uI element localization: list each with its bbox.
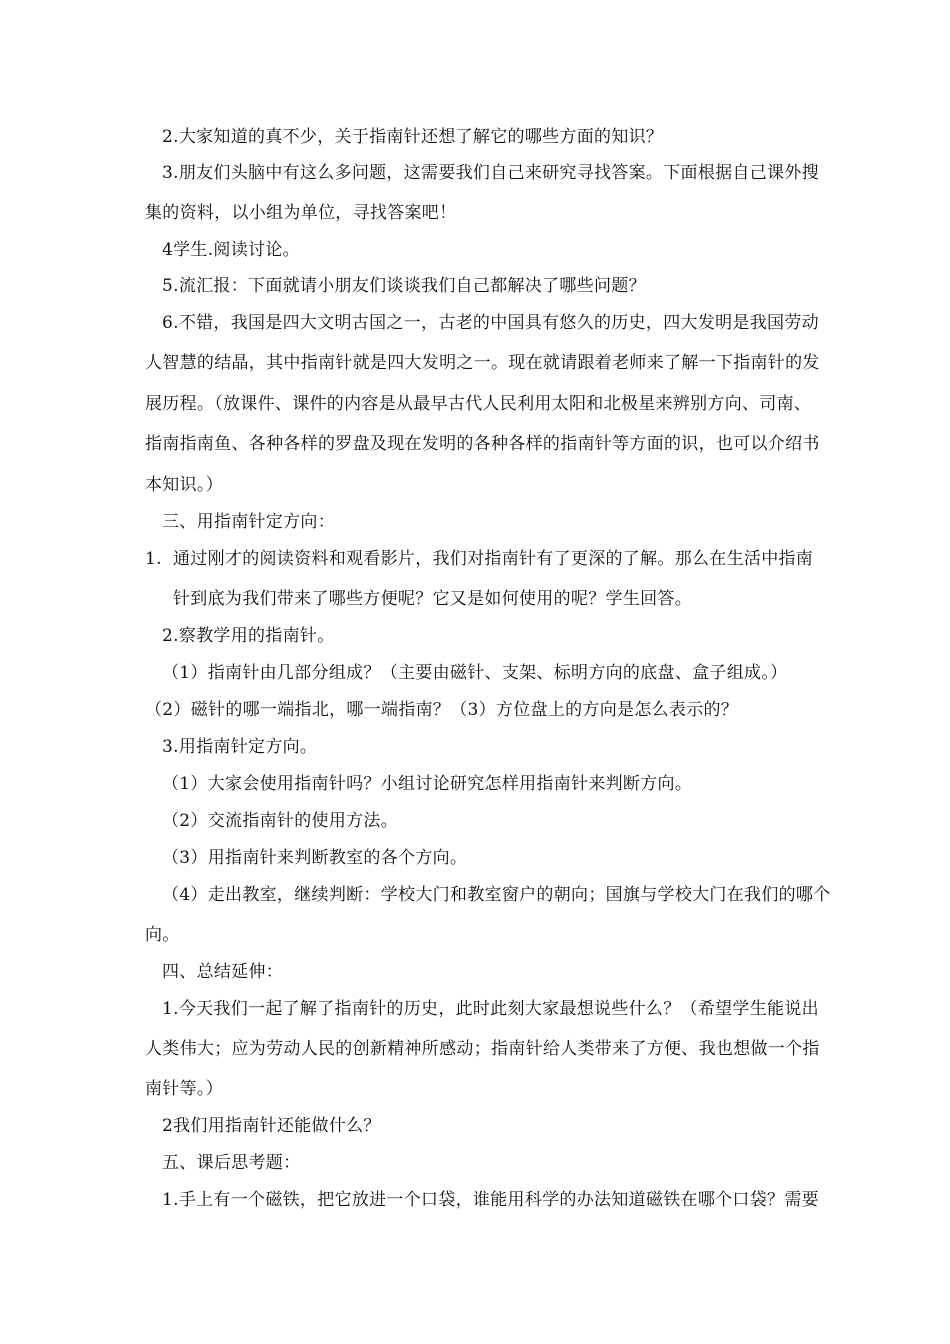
- paragraph-line: 展历程。（放课件、课件的内容是从最早古代人民利用太阳和北极星来辨别方向、司南、: [145, 394, 812, 414]
- paragraph-line: 3.用指南针定方向。: [162, 737, 318, 757]
- list-number: 1.: [145, 549, 162, 569]
- paragraph-line: （2）交流指南针的使用方法。: [162, 811, 399, 831]
- paragraph-line: 4学生.阅读讨论。: [162, 240, 300, 260]
- paragraph-line: 1.手上有一个磁铁，把它放进一个口袋，谁能用科学的办法知道磁铁在哪个口袋？需要: [162, 1190, 819, 1210]
- paragraph-line: 1.今天我们一起了解了指南针的历史，此时此刻大家最想说些什么？（希望学生能说出: [162, 999, 819, 1019]
- paragraph-line: 2.察教学用的指南针。: [162, 626, 335, 646]
- paragraph-line: 通过刚才的阅读资料和观看影片，我们对指南针有了更深的了解。那么在生活中指南: [173, 549, 814, 569]
- paragraph-line: （3）用指南针来判断教室的各个方向。: [162, 848, 468, 868]
- section-heading: 三、用指南针定方向：: [162, 512, 335, 532]
- paragraph-line: 本知识。）: [145, 475, 223, 495]
- paragraph-line: 向。: [145, 925, 180, 945]
- paragraph-line: 集的资料，以小组为单位，寻找答案吧！: [145, 203, 457, 223]
- paragraph-line: 人智慧的结晶，其中指南针就是四大发明之一。现在就请跟着老师来了解一下指南针的发: [145, 353, 820, 373]
- paragraph-line: 3.朋友们头脑中有这么多问题，这需要我们自己来研究寻找答案。下面根据自己课外搜: [162, 163, 819, 183]
- paragraph-line: 南针等。）: [145, 1079, 223, 1099]
- section-heading: 五、课后思考题：: [162, 1153, 301, 1173]
- paragraph-line: 5.流汇报：下面就请小朋友们谈谈我们自己都解决了哪些问题？: [162, 276, 646, 296]
- paragraph-line: （1）指南针由几部分组成？（主要由磁针、支架、标明方向的底盘、盒子组成。）: [162, 663, 788, 683]
- paragraph-line: （1）大家会使用指南针吗？小组讨论研究怎样用指南针来判断方向。: [162, 774, 693, 794]
- paragraph-line: 2我们用指南针还能做什么？: [162, 1116, 381, 1136]
- paragraph-line: （2）磁针的哪一端指北，哪一端指南？（3）方位盘上的方向是怎么表示的？: [145, 700, 739, 720]
- section-heading: 四、总结延伸：: [162, 962, 284, 982]
- paragraph-line: 人类伟大；应为劳动人民的创新精神所感动；指南针给人类带来了方便、我也想做一个指: [145, 1039, 820, 1059]
- paragraph-line: 2.大家知道的真不少，关于指南针还想了解它的哪些方面的知识？: [162, 127, 664, 147]
- paragraph-line: 针到底为我们带来了哪些方便呢？它又是如何使用的呢？学生回答。: [173, 589, 692, 609]
- paragraph-line: （4）走出教室，继续判断：学校大门和教室窗户的朝向；国旗与学校大门在我们的哪个: [162, 885, 831, 905]
- paragraph-line: 指南指南鱼、各种各样的罗盘及现在发明的各种各样的指南针等方面的识，也可以介绍书: [145, 434, 820, 454]
- paragraph-line: 6.不错，我国是四大文明古国之一，古老的中国具有悠久的历史，四大发明是我国劳动: [162, 313, 819, 333]
